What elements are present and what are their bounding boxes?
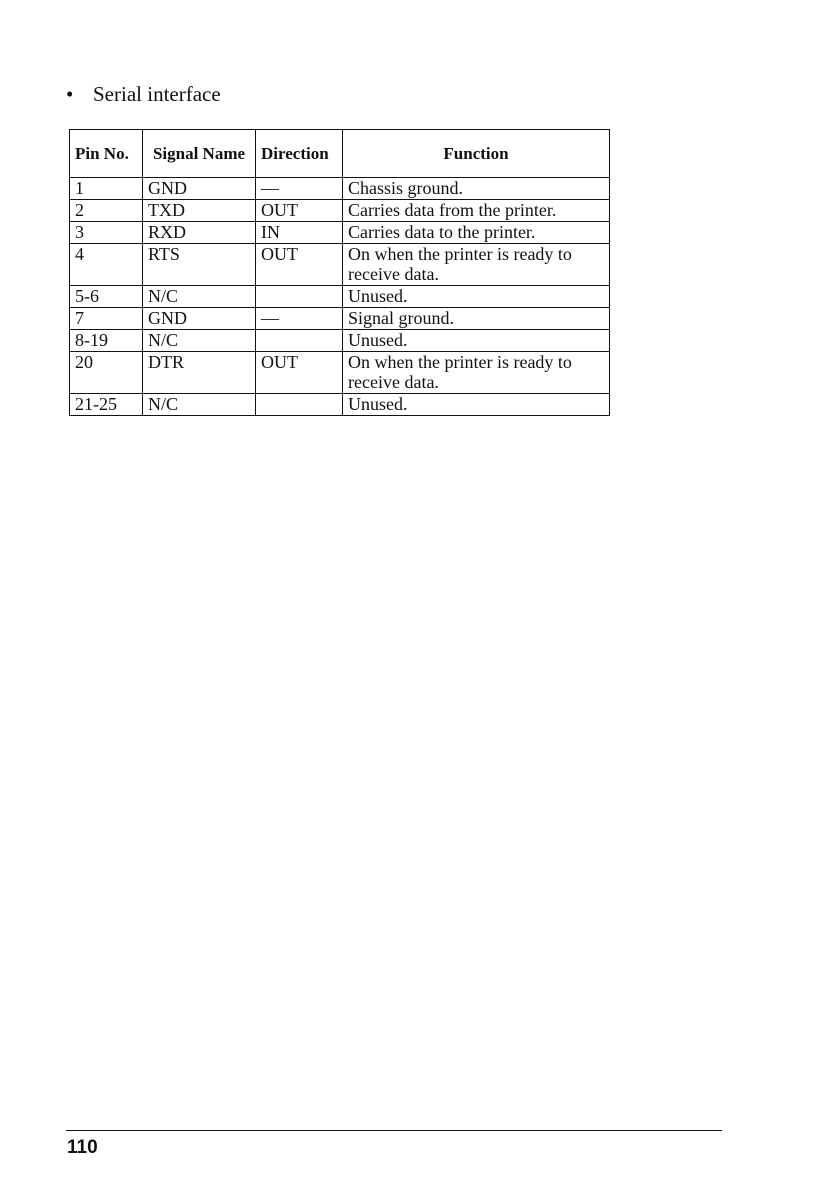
- table-body: [70, 178, 610, 416]
- signal-cell: DTR: [143, 352, 256, 394]
- function-cell: Carries data to the printer.: [343, 222, 610, 244]
- header-function: Function: [343, 130, 610, 178]
- table-row: [70, 286, 610, 308]
- pin-cell: 8-19: [70, 330, 143, 352]
- table-row: [70, 244, 610, 286]
- function-cell: On when the printer is ready to receive data.: [343, 244, 610, 286]
- function-cell: Signal ground.: [343, 308, 610, 330]
- function-cell: Chassis ground.: [343, 178, 610, 200]
- signal-cell: GND: [143, 308, 256, 330]
- table-row: [70, 330, 610, 352]
- pin-cell: 4: [70, 244, 143, 286]
- direction-cell: [256, 394, 343, 416]
- table-header-row: [70, 130, 610, 178]
- function-cell: Unused.: [343, 394, 610, 416]
- section-title: Serial interface: [93, 82, 221, 106]
- direction-cell: IN: [256, 222, 343, 244]
- signal-cell: N/C: [143, 286, 256, 308]
- table-row: [70, 200, 610, 222]
- pin-cell: 21-25: [70, 394, 143, 416]
- table-row: [70, 308, 610, 330]
- function-cell: Unused.: [343, 330, 610, 352]
- direction-cell: OUT: [256, 352, 343, 394]
- pin-cell: 5-6: [70, 286, 143, 308]
- function-cell: Unused.: [343, 286, 610, 308]
- function-cell: On when the printer is ready to receive data.: [343, 352, 610, 394]
- pin-cell: 20: [70, 352, 143, 394]
- direction-cell: OUT: [256, 244, 343, 286]
- section-heading: [66, 81, 221, 107]
- footer-rule: [66, 1130, 722, 1131]
- signal-cell: RXD: [143, 222, 256, 244]
- pin-cell: 2: [70, 200, 143, 222]
- direction-cell: [256, 330, 343, 352]
- direction-cell: —: [256, 178, 343, 200]
- header-direction: Direction: [256, 130, 343, 178]
- pin-cell: 7: [70, 308, 143, 330]
- function-cell: Carries data from the printer.: [343, 200, 610, 222]
- table-row: [70, 352, 610, 394]
- bullet-icon: •: [66, 82, 74, 106]
- signal-cell: GND: [143, 178, 256, 200]
- table-header: [70, 130, 610, 178]
- header-pin-no: Pin No.: [70, 130, 143, 178]
- header-signal-name: Signal Name: [143, 130, 256, 178]
- direction-cell: OUT: [256, 200, 343, 222]
- serial-interface-table: [69, 129, 610, 416]
- signal-cell: N/C: [143, 330, 256, 352]
- signal-cell: N/C: [143, 394, 256, 416]
- table-row: [70, 222, 610, 244]
- page-number: 110: [67, 1137, 98, 1158]
- direction-cell: —: [256, 308, 343, 330]
- signal-cell: TXD: [143, 200, 256, 222]
- signal-cell: RTS: [143, 244, 256, 286]
- table-row: [70, 178, 610, 200]
- pin-cell: 1: [70, 178, 143, 200]
- table-row: [70, 394, 610, 416]
- pin-cell: 3: [70, 222, 143, 244]
- direction-cell: [256, 286, 343, 308]
